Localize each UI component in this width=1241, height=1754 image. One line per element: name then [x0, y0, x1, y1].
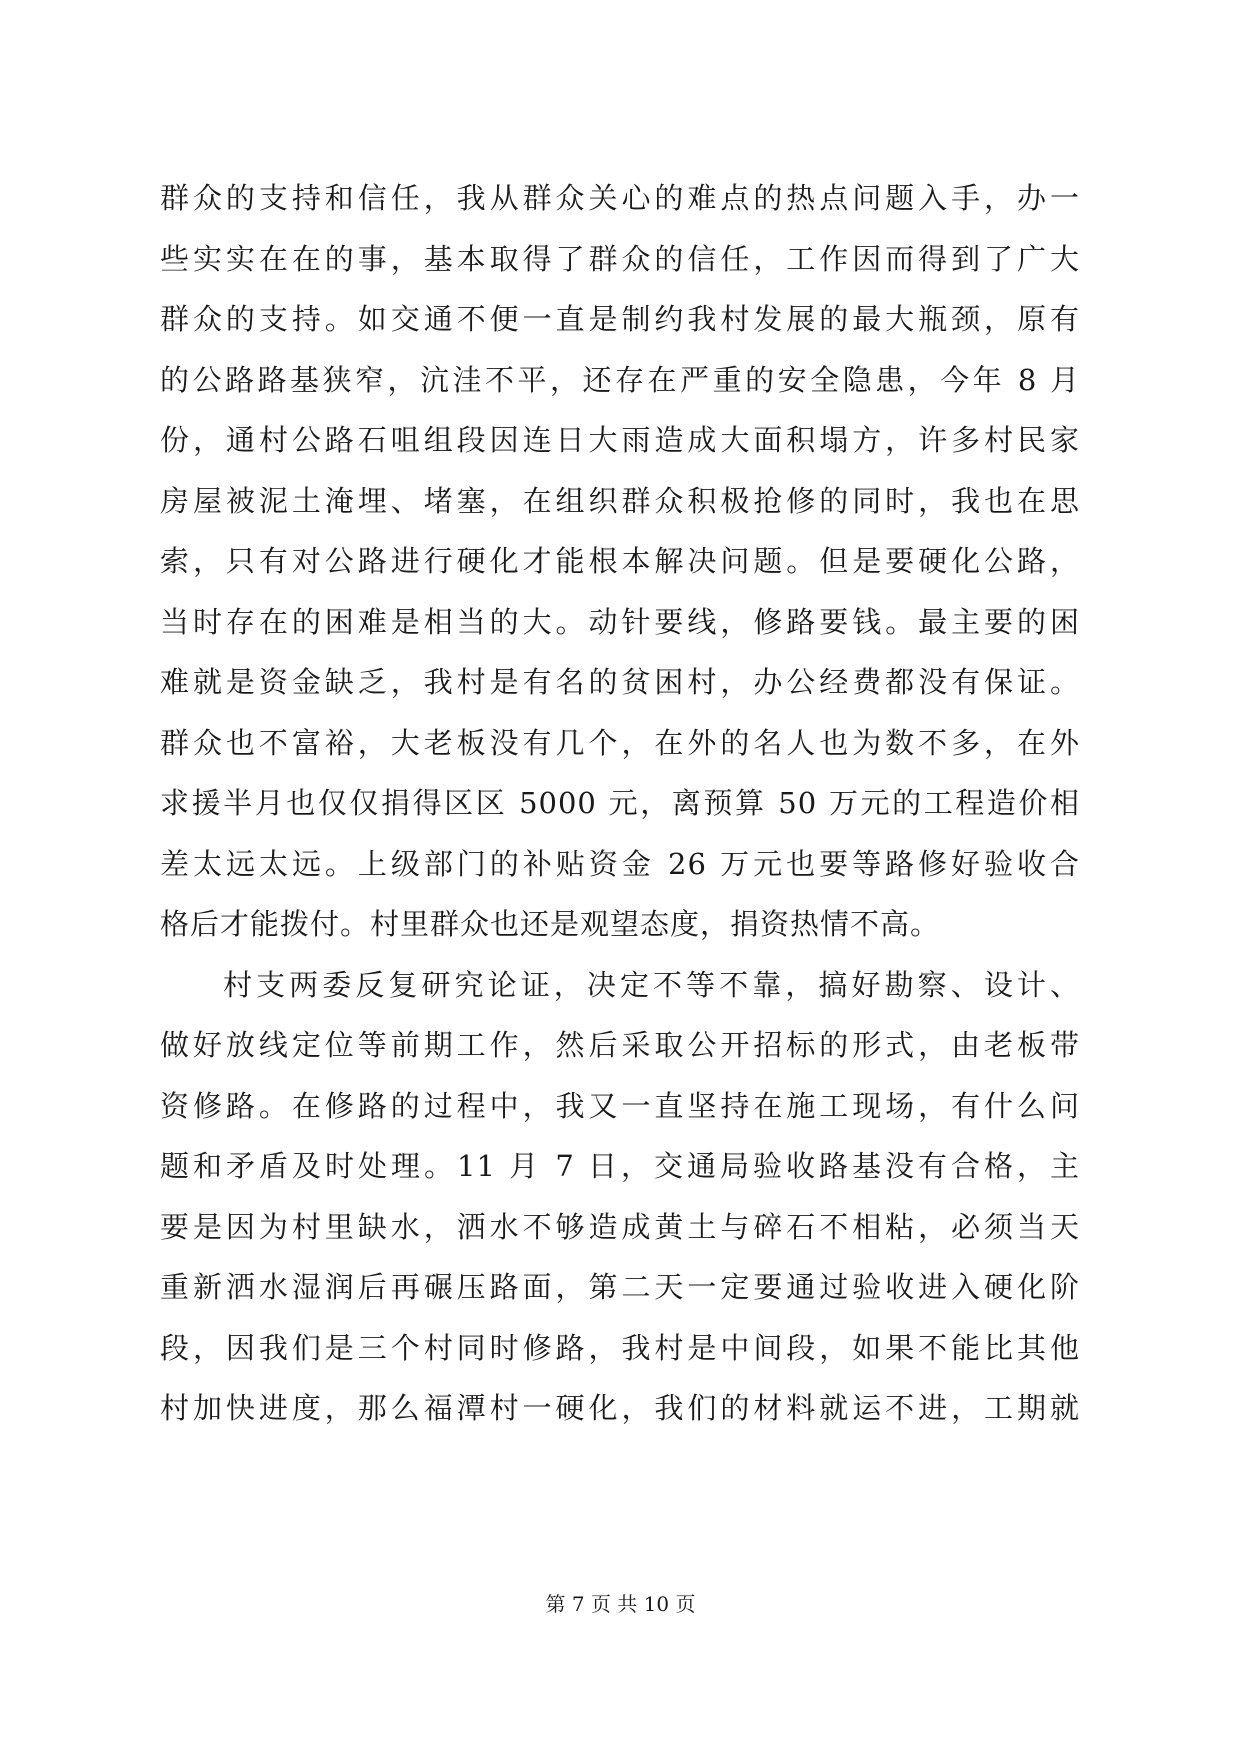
text-line: 当时存在的困难是相当的大。动针要线，修路要钱。最主要的困: [160, 604, 1080, 639]
text-line: 差太远太远。上级部门的补贴资金 26 万元也要等路修好验收合: [160, 846, 1080, 881]
text-line: 段，因我们是三个村同时修路，我村是中间段，如果不能比其他: [160, 1330, 1080, 1365]
text-line: 题和矛盾及时处理。11 月 7 日，交通局验收路基没有合格，主: [160, 1149, 1080, 1183]
text-line: 些实实在在的事，基本取得了群众的信任，工作因而得到了广大: [160, 241, 1080, 276]
text-line: 格后才能拨付。村里群众也还是观望态度，捐资热情不高。: [160, 907, 941, 941]
text-line: 房屋被泥土淹埋、堵塞，在组织群众积极抢修的同时，我也在思: [160, 483, 1080, 518]
text-line: 做好放线定位等前期工作，然后采取公开招标的形式，由老板带: [160, 1028, 1080, 1062]
paragraph-first-line: 村支两委反复研究论证，决定不等不靠，搞好勘察、设计、: [223, 967, 1080, 1002]
text-line: 村加快进度，那么福潭村一硬化，我们的材料就运不进，工期就: [160, 1391, 1080, 1425]
page-number-footer: 第 7 页 共 10 页: [545, 1592, 696, 1616]
text-line: 的公路路基狭窄，沆洼不平，还存在严重的安全隐患，今年 8 月: [160, 362, 1080, 397]
text-line: 索，只有对公路进行硬化才能根本解决问题。但是要硬化公路，: [160, 544, 1080, 578]
text-line: 群众也不富裕，大老板没有几个，在外的名人也为数不多，在外: [160, 725, 1080, 760]
text-line: 重新洒水湿润后再碾压路面，第二天一定要通过验收进入硬化阶: [160, 1270, 1080, 1304]
text-line: 资修路。在修路的过程中，我又一直坚持在施工现场，有什么问: [160, 1088, 1080, 1123]
text-line: 求援半月也仅仅捐得区区 5000 元，离预算 50 万元的工程造价相: [160, 786, 1080, 820]
body-text: [160, 168, 1080, 1439]
text-line: 难就是资金缺乏，我村是有名的贫困村，办公经费都没有保证。: [160, 665, 1080, 699]
text-line: 要是因为村里缺水，洒水不够造成黄土与碎石不相粘，必须当天: [160, 1209, 1080, 1244]
text-line: 份，通村公路石咀组段因连日大雨造成大面积塌方，许多村民家: [160, 423, 1080, 457]
text-line: 群众的支持和信任，我从群众关心的难点的热点问题入手，办一: [160, 181, 1080, 215]
text-line: 群众的支持。如交通不便一直是制约我村发展的最大瓶颈，原有: [160, 302, 1080, 336]
